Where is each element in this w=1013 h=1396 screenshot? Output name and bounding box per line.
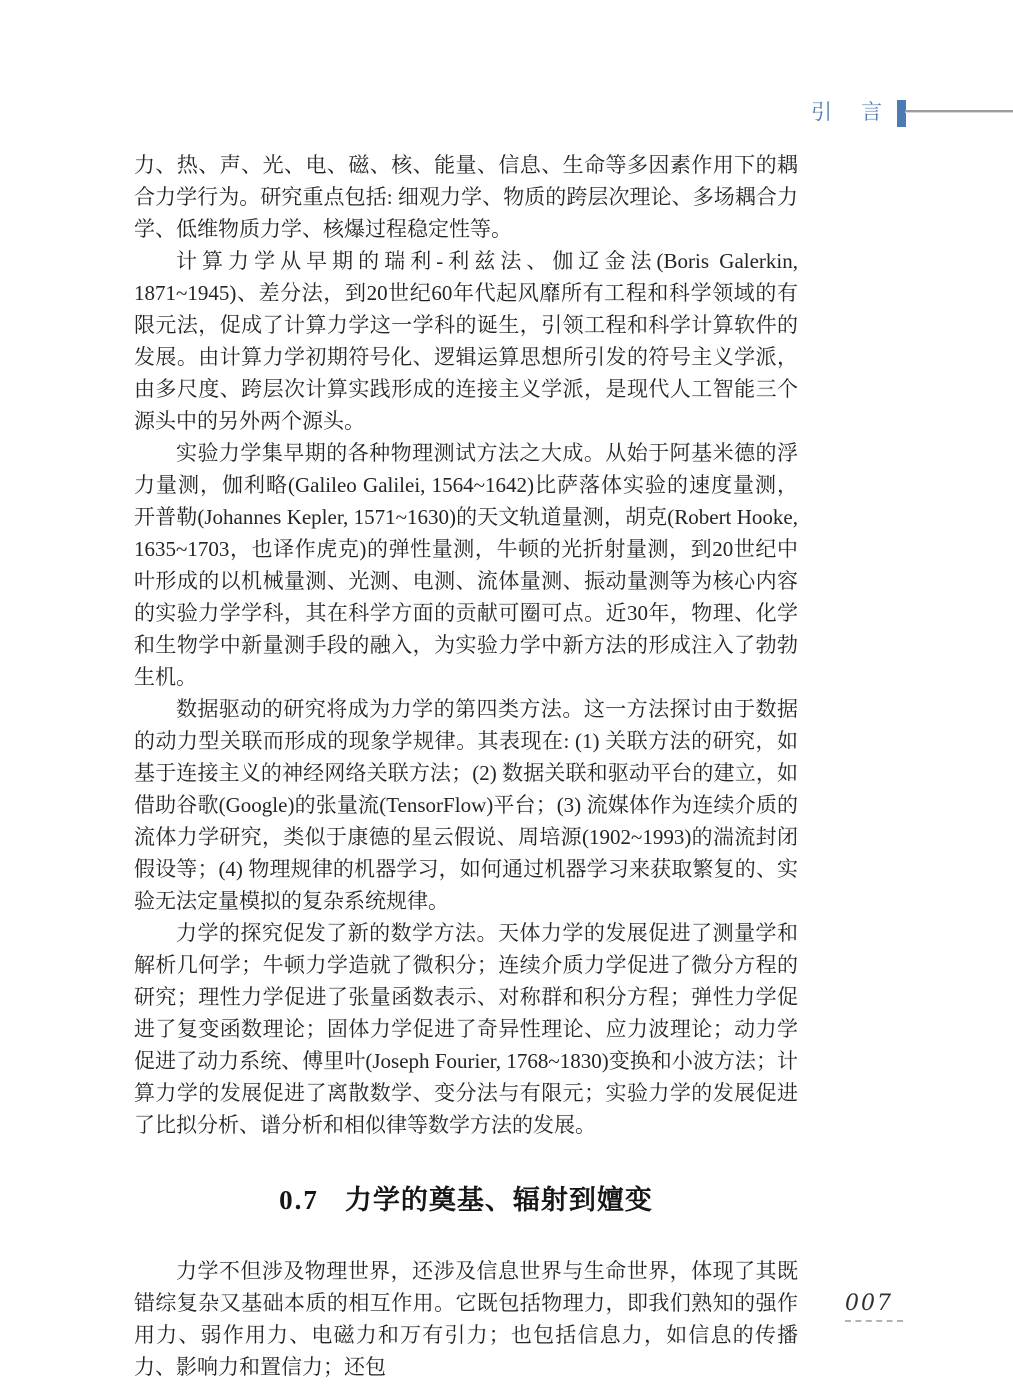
paragraph: 数据驱动的研究将成为力学的第四类方法。这一方法探讨由于数据的动力型关联而形成的现象学规律。其表现在: (1) 关联方法的研究，如基于连接主义的神经网络关联方法；(2) 数据关联和驱动平台的建立，如借助谷歌(Google)的张量流(TensorFlow)平台；(3) 流媒体作为连续介质的流体力学研究，类似于康德的星云假说、周培源(1902~1993)的湍流封闭假设等；(4) 物理规律的机器学习，如何通过机器学习来获取繁复的、实验无法定量模拟的复杂系统规律。	[134, 697, 798, 913]
section-heading	[134, 1181, 798, 1219]
running-head	[0, 99, 1013, 129]
paragraph: 力学不但涉及物理世界，还涉及信息世界与生命世界，体现了其既错综复杂又基础本质的相互作用。它既包括物理力，即我们熟知的强作用力、弱作用力、电磁力和万有引力；也包括信息力，如信息的传播力、影响力和置信力；还包	[134, 1259, 798, 1379]
header-rule	[905, 110, 1013, 113]
paragraph: 计算力学从早期的瑞利-利兹法、伽辽金法(Boris Galerkin, 1871~1945)、差分法，到20世纪60年代起风靡所有工程和科学领域的有限元法，促成了计算力学这一学科的诞生，引领工程和科学计算软件的发展。由计算力学初期符号化、逻辑运算思想所引发的符号主义学派，由多尺度、跨层次计算实践形成的连接主义学派，是现代人工智能三个源头中的另外两个源头。	[134, 249, 798, 433]
page-number: 007	[845, 1291, 893, 1316]
section-title: 力学的奠基、辐射到嬗变	[344, 1185, 653, 1215]
paragraph-continuation: 力、热、声、光、电、磁、核、能量、信息、生命等多因素作用下的耦合力学行为。研究重点包括: 细观力学、物质的跨层次理论、多场耦合力学、低维物质力学、核爆过程稳定性等。	[134, 153, 798, 241]
body-text	[134, 149, 798, 1383]
section-number: 0.7	[279, 1185, 319, 1215]
paragraph: 实验力学集早期的各种物理测试方法之大成。从始于阿基米德的浮力量测，伽利略(Galileo Galilei, 1564~1642)比萨落体实验的速度量测，开普勒(Johannes Kepler, 1571~1630)的天文轨道量测，胡克(Robert Hooke, 1635~1703，也译作虎克)的弹性量测，牛顿的光折射量测，到20世纪中叶形成的以机械量测、光测、电测、流体量测、振动量测等为核心内容的实验力学学科，其在科学方面的贡献可圈可点。近30年，物理、化学和生物学中新量测手段的融入，为实验力学中新方法的形成注入了勃勃生机。	[134, 441, 798, 689]
running-head-title: 引 言	[811, 101, 886, 124]
header-accent-bar	[897, 100, 906, 127]
footer-dashed-rule	[845, 1320, 903, 1322]
page-footer	[845, 1291, 903, 1322]
paragraph: 力学的探究促发了新的数学方法。天体力学的发展促进了测量学和解析几何学；牛顿力学造就了微积分；连续介质力学促进了微分方程的研究；理性力学促进了张量函数表示、对称群和积分方程；弹性力学促进了复变函数理论；固体力学促进了奇异性理论、应力波理论；动力学促进了动力系统、傅里叶(Joseph Fourier, 1768~1830)变换和小波方法；计算力学的发展促进了离散数学、变分法与有限元；实验力学的发展促进了比拟分析、谱分析和相似律等数学方法的发展。	[134, 921, 798, 1137]
